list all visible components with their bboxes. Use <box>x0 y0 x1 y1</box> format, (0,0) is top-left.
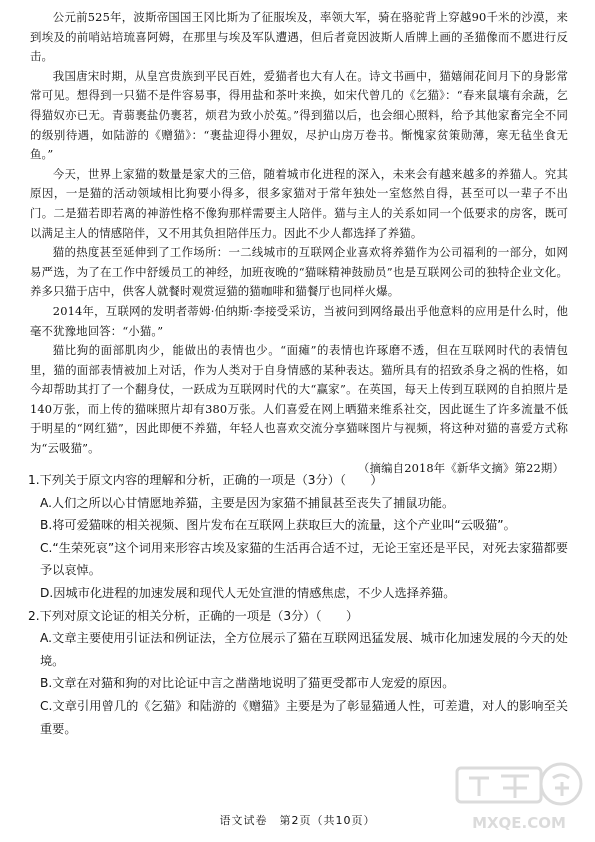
question-stem: 1.下列关于原文内容的理解和分析，正确的一项是（3分）（ ） <box>28 473 383 487</box>
option-a: A.人们之所以心甘情愿地养猫，主要是因为家猫不捕鼠甚至丧失了捕鼠功能。 <box>40 495 455 510</box>
question-section <box>28 469 568 740</box>
passage-paragraph: 猫比狗的面部肌肉少，能做出的表情也少。“面瘫”的表情也许琢磨不透，但在互联网时代的表情包里，猫的面部表情被加上对话，作为人类对于自身情感的某种表达。猫所具有的招致杀身之祸的性格，如今却帮助其打了一个翻身仗，一跃成为互联网时代的大“赢家”。在英国，每天上传到互联网的自拍照片是140万张，而上传的猫咪照片却有380万张。人们喜爱在网上晒猫来维系社交，因此诞生了许多流量不低于明星的“网红猫”，因此即便不养猫，年轻人也喜欢交流分享猫咪图片与视频，将这种对猫的喜爱方式称为“云吸猫”。 <box>30 343 568 456</box>
option-c: C.文章引用曾几的《乞猫》和陆游的《赠猫》主要是为了彰显猫通人性，可差遣，对人的影响至关重要。 <box>40 698 568 736</box>
passage-paragraph: 猫的热度甚至延伸到了工作场所：一二线城市的互联网企业喜欢将养猫作为公司福利的一部分，如网易严选，为了在工作中舒缓员工的神经，加班夜晚的“猫咪精神鼓励员”也是互联网公司的独特企业文化。养多只猫于店中，供客人就餐时观赏逗猫的猫咖啡和猫餐厅也同样火爆。 <box>30 245 568 299</box>
option-a: A.文章主要使用引证法和例证法，全方位展示了猫在互联网迅猛发展、城市化加速发展的今天的处境。 <box>40 631 568 668</box>
mxqe-logo-watermark-icon <box>449 758 589 838</box>
passage-paragraph: 2014年，互联网的发明者蒂姆·伯纳斯·李接受采访，当被问到网络最出乎他意料的应用是什么时，他毫不犹豫地回答：“小猫。” <box>30 303 568 338</box>
question-1 <box>28 469 568 605</box>
question-stem: 2.下列对原文论证的相关分析，正确的一项是（3分）（ ） <box>28 608 359 623</box>
page-footer: 语文试卷 第2页（共10页） <box>219 814 376 827</box>
option-b: B.文章在对猫和狗的对比论证中言之凿凿地说明了猫更受都市人宠爱的原因。 <box>40 676 455 691</box>
question-2 <box>28 605 568 741</box>
passage-paragraph: 今天，世界上家猫的数量是家犬的三倍，随着城市化进程的深入，未来会有越来越多的养猫人。究其原因，一是猫的活动领域相比狗要小得多，很多家猫对于常年独处一室悠然自得，甚至可以一辈子不出门。二是猫若即若离的神游性格不像狗那样需要主人陪伴。猫与主人的关系如同一个低要求的房客，既可以满足主人的情感陪伴，又不用其负担陪伴压力。因此不少人都选择了养猫。 <box>30 166 568 240</box>
reading-passage <box>30 8 568 478</box>
option-b: B.将可爱猫咪的相关视频、图片发布在互联网上获取巨大的流量，这个产业叫“云吸猫”。 <box>40 518 516 533</box>
passage-paragraph: 公元前525年，波斯帝国国王冈比斯为了征服埃及，率领大军，骑在骆驼背上穿越90千米的沙漠，来到埃及的前哨站培琉喜阿姆，在那里与埃及军队遭遇，但后者竟因波斯人盾牌上画的圣猫像而不愿进行反击。 <box>30 10 568 64</box>
watermark-text: MXQE.COM <box>472 814 566 832</box>
option-d: D.因城市化进程的加速发展和现代人无处宣泄的情感焦虑，不少人选择养猫。 <box>40 585 456 600</box>
passage-paragraph: 我国唐宋时期，从皇宫贵族到平民百姓，爱猫者也大有人在。诗文书画中，猫嬉闹花间月下的身影常常可见。想得到一只猫不是件容易事，得用盐和茶叶来换，如宋代曾几的《乞猫》：“春来鼠壤有余蔬，乞得猫奴亦已无。青蒻裹盐仍裹茗，烦君为致小於菟。”得到猫以后，也会细心照料，给予其他家畜完全不同的级别待遇，如陆游的《赠猫》：“裹盐迎得小狸奴，尽护山房万卷书。惭愧家贫策勋薄，寒无毡坐食无鱼。” <box>30 68 568 162</box>
passage-source: （摘编自2018年《新华文摘》第22期） <box>358 460 564 475</box>
option-c: C.“生荣死哀”这个词用来形容古埃及家猫的生活再合适不过，无论王室还是平民，对死去家猫都要予以哀悼。 <box>40 540 568 578</box>
